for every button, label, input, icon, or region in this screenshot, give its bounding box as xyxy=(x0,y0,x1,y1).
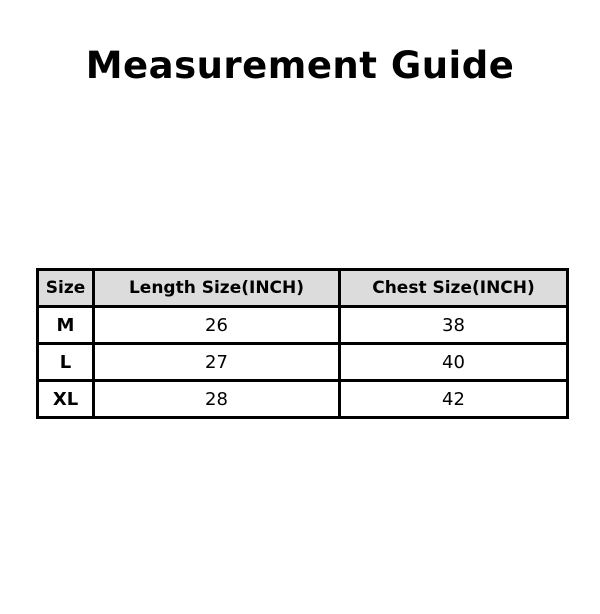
table-row xyxy=(38,344,568,381)
length-cell: 27 xyxy=(94,344,340,381)
size-cell: L xyxy=(38,344,94,381)
chest-column-header: Chest Size(INCH) xyxy=(340,270,568,307)
page-title: Measurement Guide xyxy=(85,43,515,87)
chest-cell: 42 xyxy=(340,381,568,418)
length-column-header: Length Size(INCH) xyxy=(94,270,340,307)
size-cell: M xyxy=(38,307,94,344)
length-cell: 26 xyxy=(94,307,340,344)
chest-cell: 40 xyxy=(340,344,568,381)
table-row xyxy=(38,307,568,344)
size-column-header: Size xyxy=(38,270,94,307)
length-cell: 28 xyxy=(94,381,340,418)
measurement-table xyxy=(36,268,569,419)
size-cell: XL xyxy=(38,381,94,418)
chest-cell: 38 xyxy=(340,307,568,344)
table-header-row xyxy=(38,270,568,307)
table-row xyxy=(38,381,568,418)
